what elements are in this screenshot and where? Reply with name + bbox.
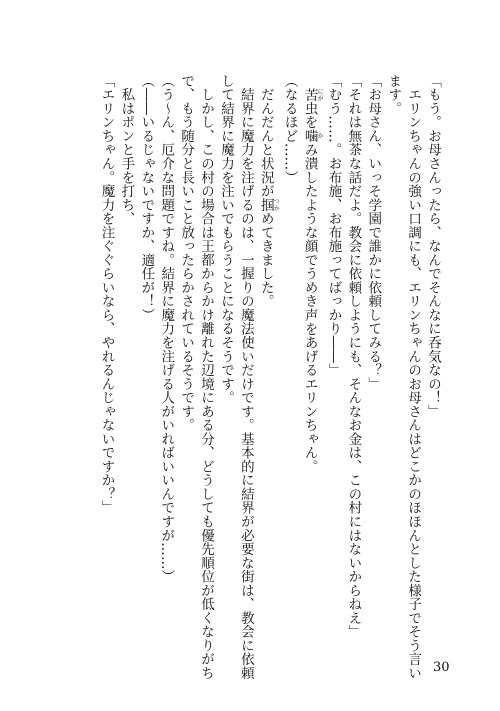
text-line-2: エリンちゃんの強い口調にも、エリンちゃんのお母さんはどこかのほほんとした様子でそう言い	[405, 74, 422, 680]
text-line-16: 私はポンと手を打ち、	[118, 74, 135, 226]
text-line-3: ます。	[385, 74, 402, 116]
text-line-13: で、もう随分と長いこと放ったらかされているそうです。	[178, 74, 195, 433]
text-line-9: だんだんと状況が掴つかめてきました。	[257, 74, 280, 309]
ruby-ka-reading: か	[316, 129, 324, 143]
ruby-nigamushi: 苦にが	[301, 87, 324, 102]
ruby-kami: 噛か	[301, 129, 324, 143]
text-line-15: （――いるじゃないですか、適任が！）	[138, 74, 155, 322]
text-line-1: 「もう。お母さんったら、なんでそんなに呑気なの！」	[425, 74, 441, 419]
text-line-6: 「むう……。お布施、お布施ってばっかり――」	[325, 74, 342, 377]
text-line-12: しかし、この村の場合は王都からかけ離れた辺境にある分、どうしても優先順位が低くなりがち	[198, 74, 215, 680]
page-number: 30	[433, 660, 450, 675]
text-line-4: 「お母さん、いっそ学園で誰かに依頼してみる？」	[365, 74, 382, 391]
text-line-7: 苦にが虫を噛かみ潰したような顔でうめき声をあげるエリンちゃん。	[301, 87, 324, 474]
text-line-10: 結界に魔力を注げるのは、一握りの魔法使いだけです。基本的に結界が必要な街は、教会に依頼	[237, 74, 254, 680]
ruby-niga-reading: にが	[316, 87, 324, 102]
ruby-tsuka-reading: つか	[272, 197, 280, 212]
text-line-8: （なるほど……）	[281, 74, 298, 185]
text-line-17: 「エリンちゃん。魔力を注ぐぐらいなら、やれるんじゃないですか？」	[98, 74, 115, 515]
text-line-11: して結界に魔力を注いでもらうことになるそうです。	[217, 74, 234, 405]
ruby-tsukame: 掴つか	[257, 197, 280, 212]
text-line-5: 「それは無茶な話だよ。教会に依頼しようにも、そんなお金は、この村にはないからねえ」	[345, 74, 362, 639]
text-line-14: （う～ん、厄介な問題ですね。結界に魔力を注げる人がいればいいんですが……）	[158, 74, 175, 584]
